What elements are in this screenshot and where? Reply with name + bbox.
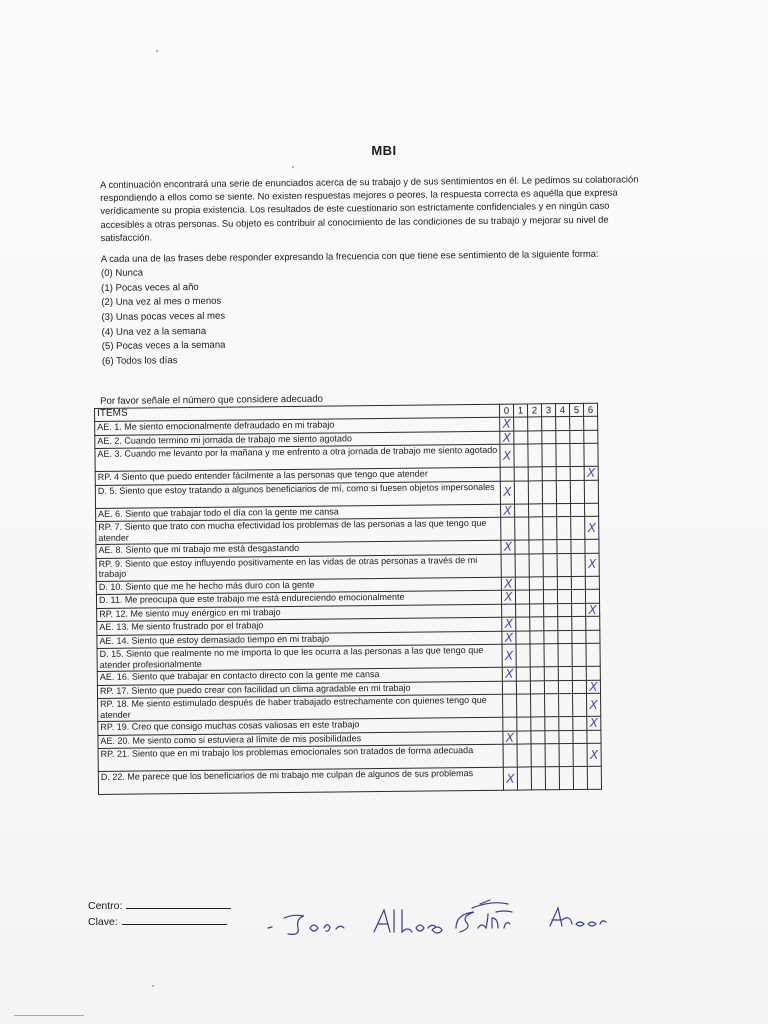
answer-cell[interactable] [531,717,545,731]
answer-cell[interactable] [516,667,530,681]
frequency-scale [101,261,650,369]
answer-cell[interactable] [587,766,601,789]
answer-cell[interactable] [573,743,587,766]
answer-cell[interactable] [557,517,571,540]
answer-cell[interactable] [558,617,572,631]
answer-cell[interactable] [503,767,517,790]
answer-cell[interactable] [586,616,600,630]
answer-cell[interactable] [500,431,514,445]
item-text: RP. 18. Me siento estimulado después de haber trabajado estrechamente con quienes tengo que atender [98,694,503,721]
answer-cell[interactable] [545,694,559,717]
scale-item: (1) Pocas veces al año [101,281,199,294]
answer-cell[interactable] [558,630,572,644]
x-mark: X [502,430,512,445]
handwritten-signature [266,898,646,948]
instructions [100,172,650,369]
item-text: D. 11. Me preocupa que este trabajo me está endureciendo emocionalmente [96,590,501,608]
x-mark: X [502,416,511,431]
column-header: 3 [541,404,555,417]
answer-cell[interactable] [585,503,599,517]
clave-line [122,915,227,925]
answer-cell[interactable] [585,576,599,590]
answer-cell[interactable] [530,667,544,681]
answer-cell[interactable] [587,716,601,730]
answer-cell[interactable] [545,744,559,767]
x-mark: X [503,484,512,499]
item-text: AE. 1. Me siento emocionalmente defraudado en mi trabajo [95,417,500,435]
answer-cell[interactable] [571,503,585,517]
answer-cell[interactable] [586,680,600,694]
answer-cell[interactable] [516,617,530,631]
answer-cell[interactable] [570,466,584,480]
answer-cell[interactable] [571,589,585,603]
answer-cell[interactable] [559,717,573,731]
item-text: AE. 2. Cuando termino mi jornada de trabajo me siento agotado [95,431,500,449]
answer-cell[interactable] [545,730,559,744]
signature-scribble [266,898,646,948]
x-mark: X [504,648,514,663]
selection-note: Por favor señale el número que considere adecuado [100,393,324,407]
answer-cell[interactable] [543,576,557,590]
answer-cell[interactable] [573,693,587,716]
answer-cell[interactable] [557,576,571,590]
answer-cell[interactable] [543,540,557,554]
answer-cell[interactable] [529,517,543,540]
answer-cell[interactable] [515,503,529,517]
answer-cell[interactable] [584,430,598,444]
answer-cell[interactable] [557,590,571,604]
answer-cell[interactable] [542,430,556,444]
x-mark: X [505,730,515,745]
answer-cell[interactable] [556,480,570,503]
answer-cell[interactable] [556,444,570,467]
answer-cell[interactable] [542,467,556,481]
answer-cell[interactable] [572,630,586,644]
answer-cell[interactable] [559,730,573,744]
answer-cell[interactable] [515,576,529,590]
x-mark: X [503,503,512,518]
answer-cell[interactable] [517,717,531,731]
answer-cell[interactable] [503,731,517,745]
answer-cell[interactable] [503,694,517,717]
answer-cell[interactable] [530,617,544,631]
answer-cell[interactable] [529,590,543,604]
answer-cell[interactable] [584,480,598,503]
x-mark: X [506,771,515,786]
answer-cell[interactable] [586,643,600,666]
item-text: AE. 13. Me siento frustrado por el trabajo [97,617,502,635]
answer-cell[interactable] [531,767,545,790]
x-mark: X [587,520,596,535]
answer-cell[interactable] [515,540,529,554]
answer-cell[interactable] [545,717,559,731]
answer-cell[interactable] [543,503,557,517]
footer-fields [88,898,231,930]
answer-cell[interactable] [544,667,558,681]
x-mark: X [587,556,597,572]
answer-cell[interactable] [529,540,543,554]
answer-cell[interactable] [572,603,586,617]
answer-cell[interactable] [515,517,529,540]
answer-cell[interactable] [558,680,572,694]
answer-cell[interactable] [500,444,514,467]
column-header: 6 [583,403,597,416]
answer-cell[interactable] [517,767,531,790]
answer-cell[interactable] [586,603,600,617]
answer-cell[interactable] [587,693,601,716]
answer-cell[interactable] [528,467,542,481]
item-text: AE. 20. Me siento como si estuviera al límite de mis posibilidades [98,731,503,749]
column-header: 1 [513,404,527,417]
scan-speck [152,985,154,987]
answer-cell[interactable] [502,631,516,645]
x-mark: X [589,679,598,694]
answer-cell[interactable] [502,617,516,631]
answer-cell[interactable] [503,717,517,731]
answer-cell[interactable] [529,553,543,576]
x-mark: X [502,448,512,463]
item-text: AE. 8. Siento que mi trabajo me está desgastando [96,540,501,558]
answer-cell[interactable] [515,590,529,604]
item-text: D. 15. Siento que realmente no me importa lo que les ocurra a las personas a las que tengo que atender profesionalmente [97,644,502,671]
scale-item: (3) Unas pocas veces al mes [101,310,226,323]
clave-field [88,914,231,930]
answer-cell[interactable] [543,553,557,576]
centro-line [126,899,231,909]
answer-cell[interactable] [572,680,586,694]
answer-cell[interactable] [529,503,543,517]
answer-cell[interactable] [587,730,601,744]
answer-cell[interactable] [501,504,515,518]
answer-cell[interactable] [514,444,528,467]
answer-cell[interactable] [502,604,516,618]
answer-cell[interactable] [501,517,515,540]
answer-cell[interactable] [516,644,530,667]
answer-cell[interactable] [517,744,531,767]
item-text: D. 5. Siento que estoy tratando a algunos beneficiarios de mí, como si fuesen objetos impersonales [95,481,500,508]
answer-cell[interactable] [528,417,542,431]
answer-cell[interactable] [530,603,544,617]
answer-cell[interactable] [531,730,545,744]
answer-cell[interactable] [542,480,556,503]
column-header: 2 [527,404,541,417]
x-mark: X [504,589,513,604]
answer-cell[interactable] [558,603,572,617]
answer-cell[interactable] [528,480,542,503]
answer-cell[interactable] [503,744,517,767]
items-table [94,403,602,795]
answer-cell[interactable] [558,667,572,681]
answer-cell[interactable] [544,617,558,631]
answer-cell[interactable] [570,430,584,444]
answer-cell[interactable] [501,577,515,591]
x-mark: X [504,576,513,591]
answer-cell[interactable] [502,681,516,695]
answer-cell[interactable] [502,644,516,667]
column-header: 5 [569,403,583,416]
scale-item: (4) Una vez a la semana [101,325,207,338]
x-mark: X [503,539,513,554]
item-text: D. 10. Siento que me he hecho más duro con la gente [96,577,501,595]
scale-item: (0) Nunca [100,267,144,280]
x-mark: X [504,616,513,631]
item-text: D. 22. Me parece que los beneficiarios de mi trabajo me culpan de algunos de sus problemas [98,767,503,794]
answer-cell[interactable] [572,643,586,666]
answer-cell[interactable] [584,416,598,430]
answer-cell[interactable] [543,517,557,540]
x-mark: X [587,465,596,480]
answer-cell[interactable] [585,516,599,539]
item-text: RP. 17. Siento que puedo crear con facilidad un clima agradable en mi trabajo [97,681,502,699]
answer-cell[interactable] [543,590,557,604]
answer-cell[interactable] [516,680,530,694]
item-text: RP. 21. Siento que en mi trabajo los problemas emocionales son tratados de forma adecuada [98,744,503,771]
answer-cell[interactable] [556,430,570,444]
answer-cell[interactable] [516,630,530,644]
scale-item: (5) Pocas veces a la semana [101,339,226,353]
answer-cell[interactable] [572,666,586,680]
instruction-paragraph: A cada una de las frases debe responder expresando la frecuencia con que tiene ese sentimiento de la siguiente forma: [100,247,599,265]
answer-cell[interactable] [584,443,598,466]
column-header: 4 [555,404,569,417]
answer-cell[interactable] [545,767,559,790]
answer-cell[interactable] [530,644,544,667]
column-header: 0 [499,404,513,417]
answer-cell[interactable] [570,443,584,466]
answer-cell[interactable] [517,730,531,744]
answer-cell[interactable] [531,694,545,717]
items-header: ITEMS [95,404,500,421]
answer-cell[interactable] [558,644,572,667]
answer-cell[interactable] [500,467,514,481]
answer-cell[interactable] [517,694,531,717]
centro-field [88,898,231,914]
scale-item: (2) Una vez al mes o menos [101,296,222,309]
answer-cell[interactable] [544,644,558,667]
answer-cell[interactable] [528,430,542,444]
item-text: RP. 9. Siento que estoy influyendo positivamente en las vidas de otras personas a través de mi trabajo [96,554,501,581]
answer-cell[interactable] [542,444,556,467]
items-table-body [95,416,602,794]
answer-cell[interactable] [557,553,571,576]
scan-speck [156,50,158,52]
answer-cell[interactable] [544,603,558,617]
answer-cell[interactable] [559,767,573,790]
answer-cell[interactable] [572,616,586,630]
answer-cell[interactable] [585,589,599,603]
answer-cell[interactable] [571,553,585,576]
answer-cell[interactable] [571,516,585,539]
answer-cell[interactable] [501,554,515,577]
answer-cell[interactable] [587,743,601,766]
item-text: RP. 7. Siento que trato con mucha efectividad los problemas de las personas a las que tengo que atender [96,517,501,544]
answer-cell[interactable] [556,467,570,481]
item-text: AE. 14. Siento que estoy demasiado tiempo en mi trabajo [97,631,502,649]
item-text: RP. 4 Siento que puedo entender fácilmente a las personas que tengo que atender [95,467,500,485]
x-mark: X [505,666,514,681]
answer-cell[interactable] [586,666,600,680]
scale-item: (6) Todos los días [101,354,178,367]
item-text: AE. 3. Cuando me levanto por la mañana y me enfrento a otra jornada de trabajo me siento agotado [95,444,500,471]
answer-cell[interactable] [529,576,543,590]
answer-cell[interactable] [586,630,600,644]
x-mark: X [504,630,514,645]
answer-cell[interactable] [531,744,545,767]
item-text: RP. 12. Me siento muy enérgico en mi trabajo [97,604,502,622]
answer-cell[interactable] [514,467,528,481]
answer-cell[interactable] [556,417,570,431]
answer-cell[interactable] [514,417,528,431]
answer-cell[interactable] [516,603,530,617]
answer-cell[interactable] [585,553,599,576]
answer-cell[interactable] [514,430,528,444]
answer-cell[interactable] [559,744,573,767]
items-table-wrapper [94,403,602,795]
x-mark: X [589,715,599,730]
answer-cell[interactable] [584,466,598,480]
item-text: AE. 6. Siento que trabajar todo el día con la gente me cansa [96,504,501,522]
answer-cell[interactable] [530,630,544,644]
answer-cell[interactable] [570,480,584,503]
answer-cell[interactable] [528,444,542,467]
answer-cell[interactable] [514,480,528,503]
answer-cell[interactable] [573,766,587,789]
answer-cell[interactable] [557,540,571,554]
x-mark: X [588,602,597,617]
answer-cell[interactable] [544,680,558,694]
answer-cell[interactable] [573,730,587,744]
item-text: AE. 16. Siento que trabajar en contacto directo con la gente me cansa [97,667,502,685]
answer-cell[interactable] [544,630,558,644]
scan-speck [292,166,294,168]
answer-cell[interactable] [573,716,587,730]
page-title: MBI [371,143,397,158]
intro-paragraph: A continuación encontrará una serie de enunciados acerca de su trabajo y de sus sentimientos en él. Le pedimos su colaboración respondiendo a ellos como se siente. No existen respuestas mejores o peores, la respuesta correcta es aquélla que expresa verídicamente su propia existencia. Los resultados de este cuestionario son estrictamente confidenciales y en ningún caso accesibles a otras personas. Su objeto es contribuir al conocimiento de las condiciones de su trabajo y mejorar su nivel de satisfacción. [100,173,639,243]
answer-cell[interactable] [502,667,516,681]
centro-label: Centro: [88,900,123,912]
scan-edge-line [14,1015,84,1016]
item-text: RP. 19. Creo que consigo muchas cosas valiosas en este trabajo [98,717,503,735]
answer-cell[interactable] [500,417,514,431]
x-mark: X [589,697,598,712]
answer-cell[interactable] [557,503,571,517]
answer-cell[interactable] [500,481,514,504]
answer-cell[interactable] [571,539,585,553]
table-row [98,766,601,794]
answer-cell[interactable] [570,416,584,430]
answer-cell[interactable] [542,417,556,431]
answer-cell[interactable] [530,680,544,694]
x-mark: X [589,747,599,762]
answer-cell[interactable] [501,590,515,604]
answer-cell[interactable] [559,694,573,717]
clave-label: Clave: [88,916,118,928]
answer-cell[interactable] [501,540,515,554]
answer-cell[interactable] [515,553,529,576]
answer-cell[interactable] [571,576,585,590]
answer-cell[interactable] [585,539,599,553]
